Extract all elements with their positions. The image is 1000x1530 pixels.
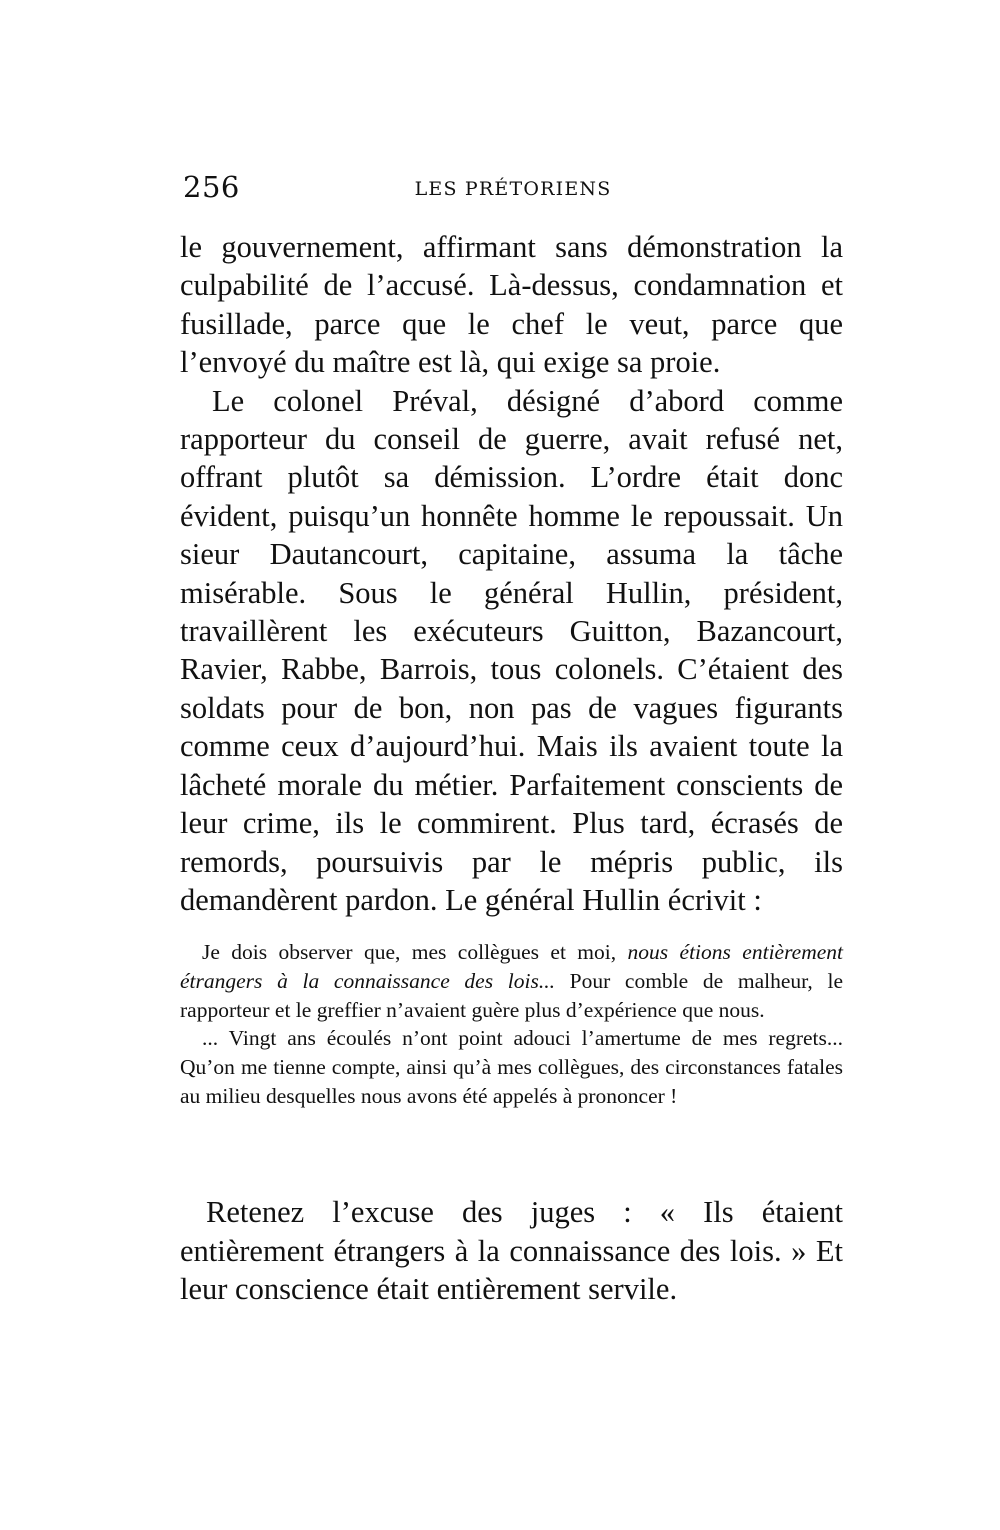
paragraph-continued: le gouvernement, affirmant sans démonstration la culpabilité de l’accusé. Là-dessus, condamnation et fusillade, parce que le chef le veut, parce que l’envoyé du maître est là, qui exige sa proie. — [180, 230, 843, 380]
quote-paragraph-2: ... Vingt ans écoulés n’ont point adouci l’amertume de mes regrets... Qu’on me tienne compte, ainsi qu’à mes collègues, des circonstances fatales au milieu desquelles nous avons été appelés à prononcer ! — [180, 1026, 843, 1108]
quote-text-before: Je dois observer que, mes collègues et moi, — [202, 940, 628, 964]
body-text — [180, 228, 843, 919]
closing-paragraph — [180, 1193, 843, 1309]
quote-italic-text: nous étions entièrement étrangers à la connaissance des lois... — [180, 940, 843, 993]
closing-text: Retenez l’excuse des juges : « Ils étaient entièrement étrangers à la connaissance des lois. » Et leur conscience était entièrement servile. — [180, 1195, 843, 1307]
page-number: 256 — [183, 170, 240, 204]
paragraph-preval: Le colonel Préval, désigné d’abord comme rapporteur du conseil de guerre, avait refusé net, offrant plutôt sa démission. L’ordre était donc évident, puisqu’un honnête homme le repoussait. Un sieur Dautancourt, capitaine, assuma la tâche misérable. Sous le général Hullin, président, travaillèrent les exécuteurs Guitton, Bazancourt, Ravier, Rabbe, Barrois, tous colonels. C’étaient des soldats pour de bon, non pas de vagues figurants comme ceux d’aujourd’hui. Mais ils avaient toute la lâcheté morale du métier. Parfaitement conscients de leur crime, ils le commirent. Plus tard, écrasés de remords, poursuivis par le mépris public, ils demandèrent pardon. Le général Hullin écrivit : — [180, 383, 843, 917]
quote-paragraph-1 — [180, 938, 843, 1024]
block-quote — [180, 938, 843, 1111]
page-header — [183, 170, 843, 210]
running-head: LES PRÉTORIENS — [414, 178, 612, 200]
quote-text-after: Pour comble de malheur, le rapporteur et le greffier n’avaient guère plus d’expérience que nous. — [180, 968, 843, 1022]
